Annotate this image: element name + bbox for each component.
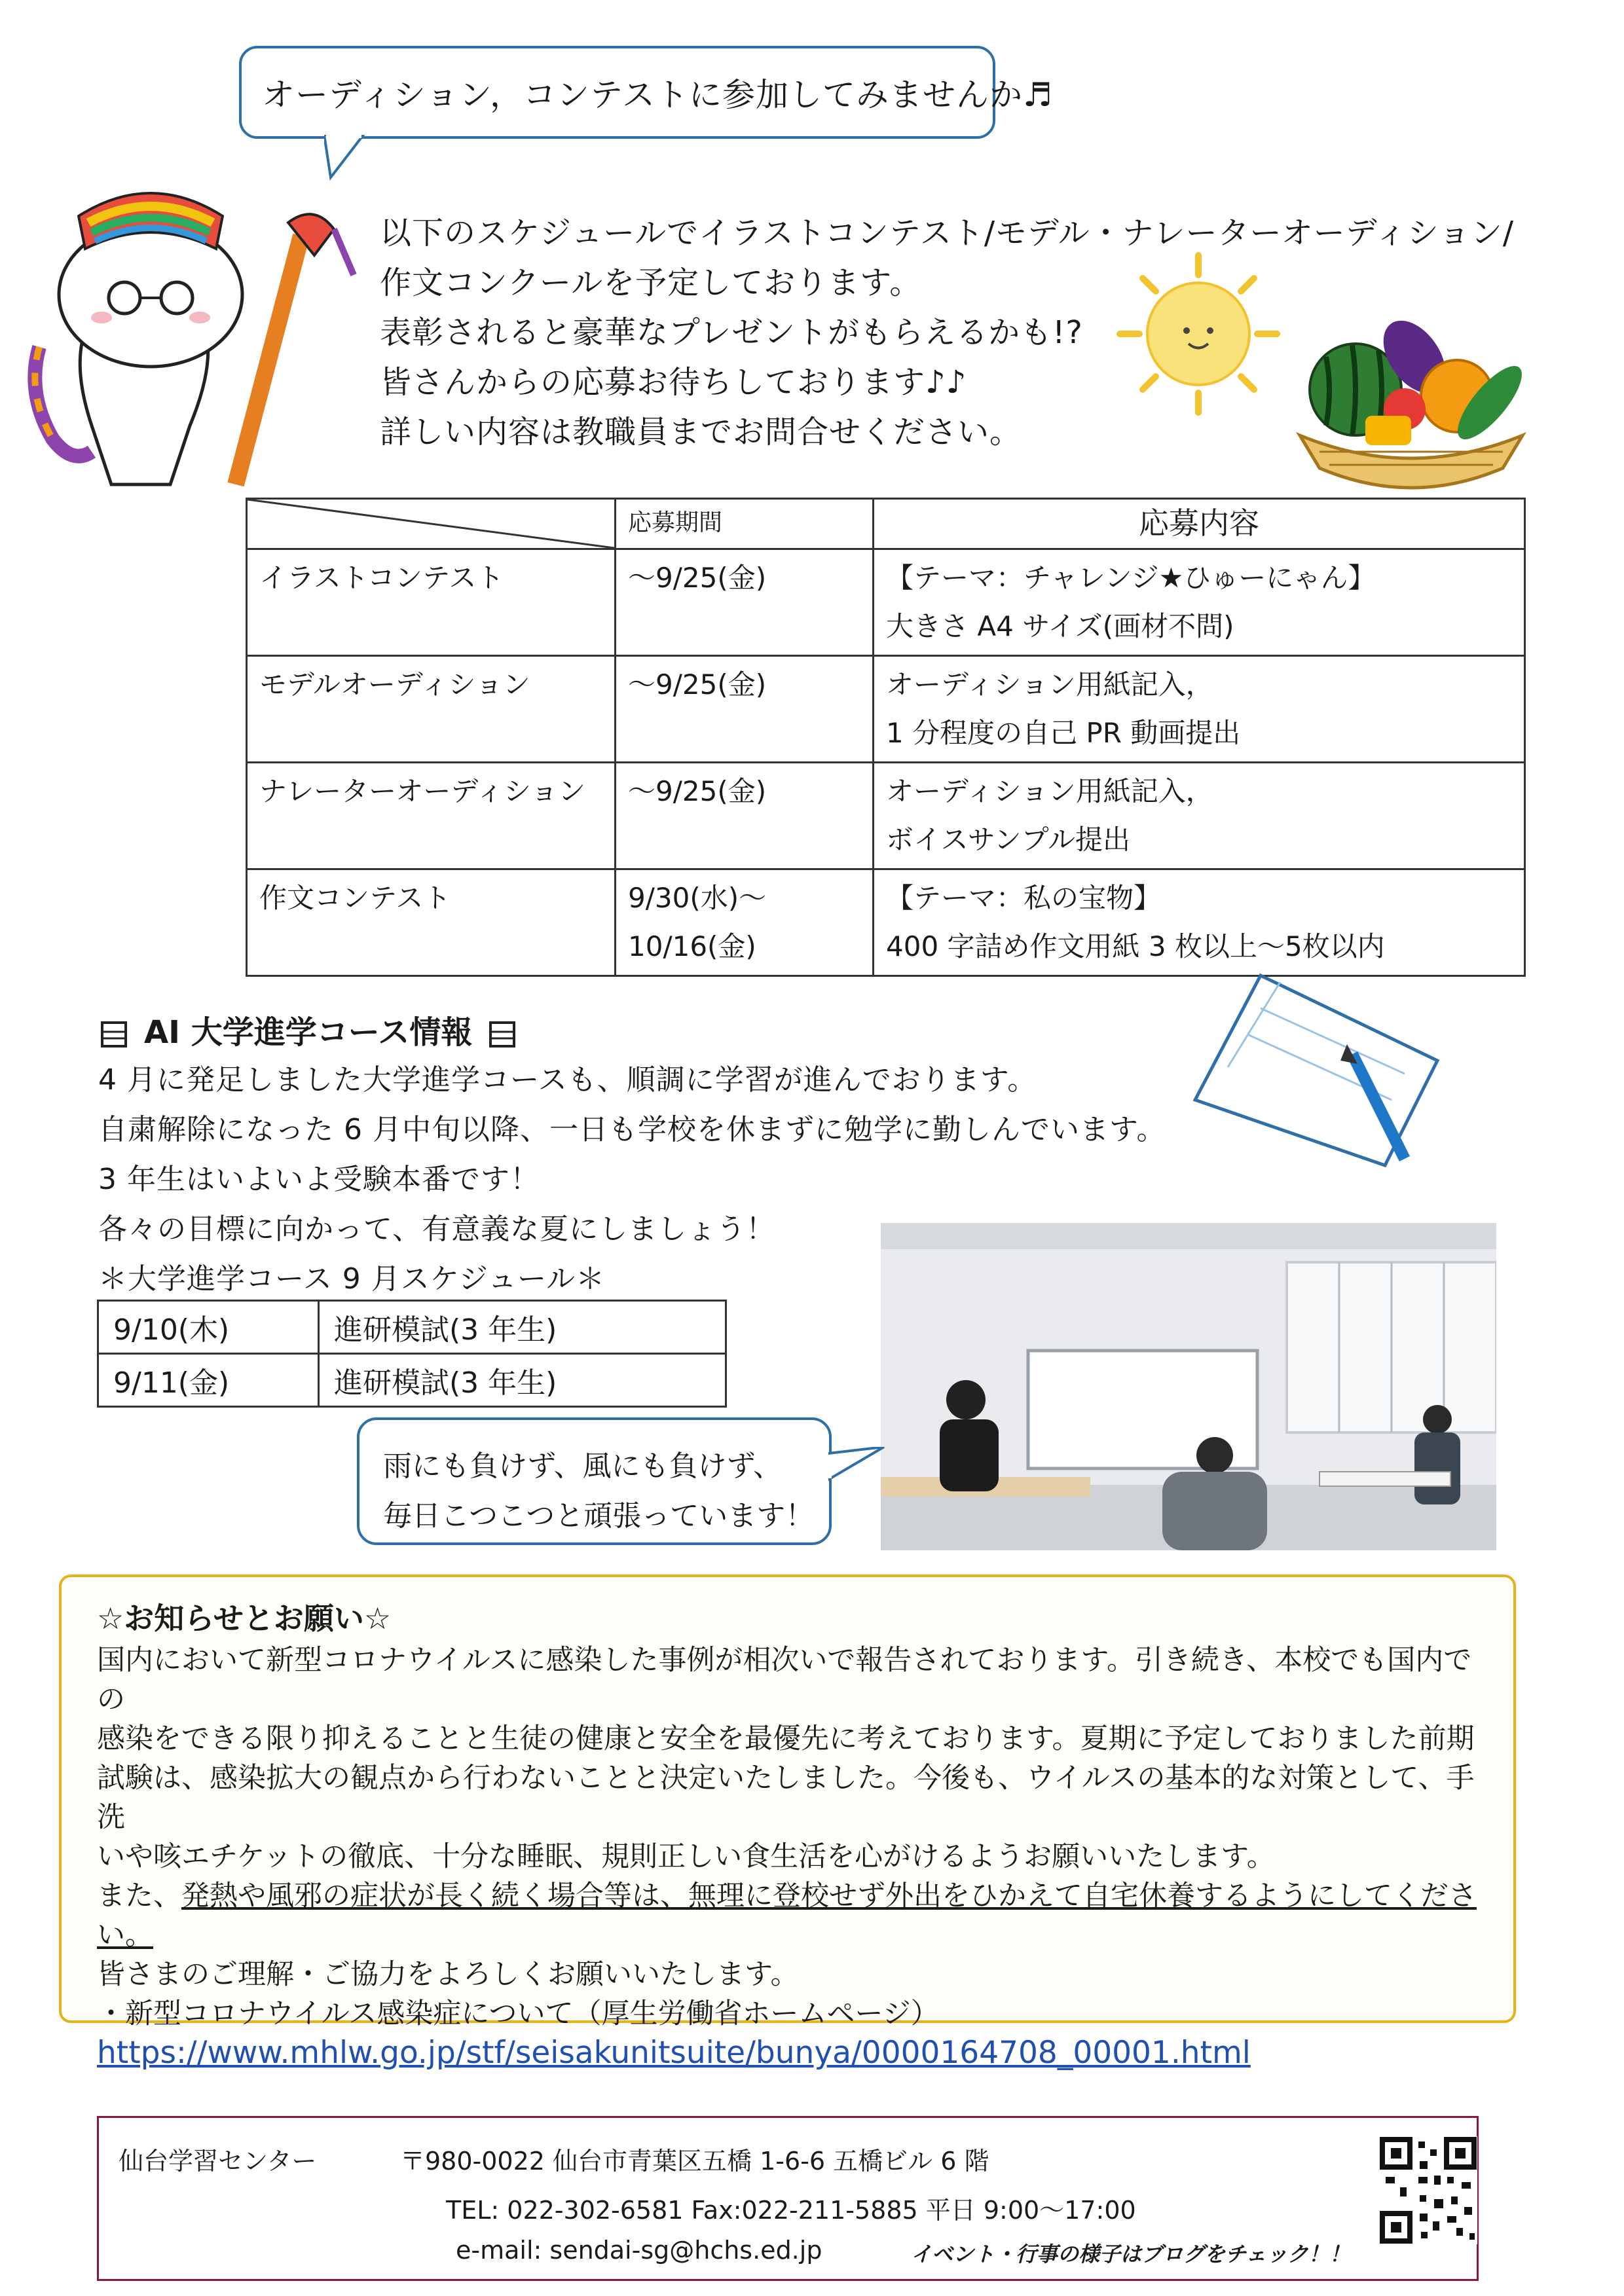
- period-text: 9/30(水)～: [628, 882, 767, 914]
- schedule-event: 進研模試(3 年生): [319, 1301, 726, 1354]
- notice-line: い。: [97, 1919, 153, 1952]
- cat-mascot-illustration: [26, 177, 367, 504]
- entry-period: [616, 549, 874, 656]
- notice-line: いや咳エチケットの徹底、十分な睡眠、規則正しい食生活を心がけるようお願いいたします。: [97, 1840, 1275, 1873]
- period-text: ～9/25(金): [628, 562, 767, 594]
- notice-underlined-text: 発熱や風邪の症状が長く続く場合等は、無理に登校せず外出をひかえて自宅休養するようにしてくださ: [181, 1880, 1477, 1912]
- top-bubble-text: オーディション，コンテストに参加してみませんか♬: [262, 76, 1053, 114]
- sun-illustration: [1113, 249, 1283, 419]
- ai-section-heading: [98, 1007, 518, 1052]
- ai-line: 自粛解除になった 6 月中旬以降、一日も学校を休まずに勉学に勤しんでいます。: [98, 1113, 1166, 1146]
- entry-period: [616, 763, 874, 869]
- entry-period: [616, 869, 874, 976]
- entry-content: [874, 549, 1525, 656]
- entry-name: イラストコンテスト: [247, 549, 616, 656]
- notebook-pencil-illustration: [1189, 969, 1450, 1178]
- notice-line: 国内において新型コロナウイルスに感染した事例が相次いで報告されております。引き続き、本校でも国内での: [97, 1644, 1472, 1716]
- vegetable-basket-illustration: [1293, 311, 1529, 501]
- table-row: [98, 1354, 726, 1407]
- header-period: 応募期間: [616, 499, 874, 549]
- schedule-date: 9/10(木): [98, 1301, 319, 1354]
- notice-text: また、: [97, 1880, 181, 1912]
- center-name: 仙台学習センター: [119, 2147, 317, 2176]
- table-row: [247, 869, 1525, 976]
- header-content: 応募内容: [874, 499, 1525, 549]
- table-row: [247, 656, 1525, 763]
- classroom-bubble-text: [383, 1442, 814, 1541]
- blog-note: イベント・行事の様子はブログをチェック！！: [911, 2242, 1351, 2267]
- content-line: 400 字詰め作文用紙 3 枚以上～5枚以内: [886, 930, 1385, 962]
- entry-period: [616, 656, 874, 763]
- email-link[interactable]: e-mail: sendai-sg@hchs.ed.jp: [456, 2236, 822, 2265]
- schedule-date: 9/11(金): [98, 1354, 319, 1407]
- notice-line: [97, 1876, 1485, 1916]
- intro-line: 以下のスケジュールでイラストコンテスト/モデル・ナレーターオーディション/: [380, 215, 1515, 251]
- content-line: 大きさ A4 サイズ(画材不問): [886, 610, 1234, 642]
- content-line: 【テーマ：私の宝物】: [886, 882, 1162, 914]
- table-row: [247, 763, 1525, 869]
- notice-line: 皆さまのご理解・ご協力をよろしくお願いいたします。: [97, 1958, 799, 1991]
- bubble-line: 毎日こつこつと頑張っています！: [383, 1499, 815, 1533]
- classroom-photo: [881, 1223, 1496, 1550]
- period-text: ～9/25(金): [628, 775, 767, 807]
- notice-line: 感染をできる限り抑えることと生徒の健康と安全を最優先に考えております。夏期に予定しておりました前期: [97, 1722, 1475, 1755]
- bubble-tail: [324, 135, 370, 181]
- entry-name: ナレーターオーディション: [247, 763, 616, 869]
- notice-line: ・新型コロナウイルス感染症について（厚生労働省ホームページ）: [97, 1997, 939, 2030]
- period-text: ～9/25(金): [628, 668, 767, 701]
- entry-name: モデルオーディション: [247, 656, 616, 763]
- bubble-line: 雨にも負けず、風にも負けず、: [383, 1449, 782, 1483]
- schedule-event: 進研模試(3 年生): [319, 1354, 726, 1407]
- intro-line: 皆さんからの応募お待ちしております♪♪: [380, 364, 967, 401]
- table-row: [98, 1301, 726, 1354]
- september-schedule-table: [97, 1300, 727, 1408]
- period-text: 10/16(金): [628, 930, 756, 962]
- notice-section: [97, 1599, 1485, 2073]
- entry-name: 作文コンテスト: [247, 869, 616, 976]
- notebook-icon: [487, 1019, 518, 1050]
- footer-contact-box: [97, 2116, 1479, 2281]
- content-line: オーディション用紙記入，: [886, 668, 1213, 701]
- entry-content: [874, 763, 1525, 869]
- address: 〒980-0022 仙台市青葉区五橋 1-6-6 五橋ビル 6 階: [400, 2147, 989, 2176]
- mhlw-link[interactable]: https://www.mhlw.go.jp/stf/seisakunitsuite/bunya/0000164708_00001.html: [97, 2035, 1251, 2071]
- audition-schedule-table: [246, 498, 1526, 977]
- entry-content: [874, 656, 1525, 763]
- content-line: 1 分程度の自己 PR 動画提出: [886, 717, 1241, 749]
- ai-line: 3 年生はいよいよ受験本番です！: [98, 1163, 540, 1196]
- content-line: ボイスサンプル提出: [886, 824, 1130, 856]
- intro-line: 作文コンクールを予定しております。: [380, 264, 922, 301]
- notice-line: 試験は、感染拡大の観点から行わないことと決定いたしました。今後も、ウイルスの基本的な対策として、手洗: [97, 1762, 1475, 1834]
- notice-title: ☆お知らせとお願い☆: [97, 1601, 392, 1636]
- phone-info: TEL: 022-302-6581 Fax:022-211-5885 平日 9:00～17:00: [446, 2196, 1136, 2225]
- ai-line: 各々の目標に向かって、有意義な夏にしましょう！: [98, 1212, 776, 1246]
- ai-line: ＊大学進学コース 9 月スケジュール＊: [98, 1262, 606, 1296]
- table-row: [247, 549, 1525, 656]
- content-line: 【テーマ：チャレンジ★ひゅーにゃん】: [886, 562, 1376, 594]
- table-corner-cell: [247, 499, 616, 549]
- intro-line: 表彰されると豪華なプレゼントがもらえるかも!?: [380, 314, 1083, 351]
- ai-line: 4 月に発足しました大学進学コースも、順調に学習が進んでおります。: [98, 1063, 1037, 1097]
- bubble-tail: [828, 1447, 887, 1486]
- content-line: オーディション用紙記入，: [886, 775, 1213, 807]
- ai-heading-text: AI 大学進学コース情報: [144, 1014, 473, 1051]
- notebook-icon: [98, 1019, 130, 1050]
- entry-content: [874, 869, 1525, 976]
- intro-line: 詳しい内容は教職員までお問合せください。: [380, 414, 1022, 450]
- qr-code-icon[interactable]: [1379, 2136, 1477, 2244]
